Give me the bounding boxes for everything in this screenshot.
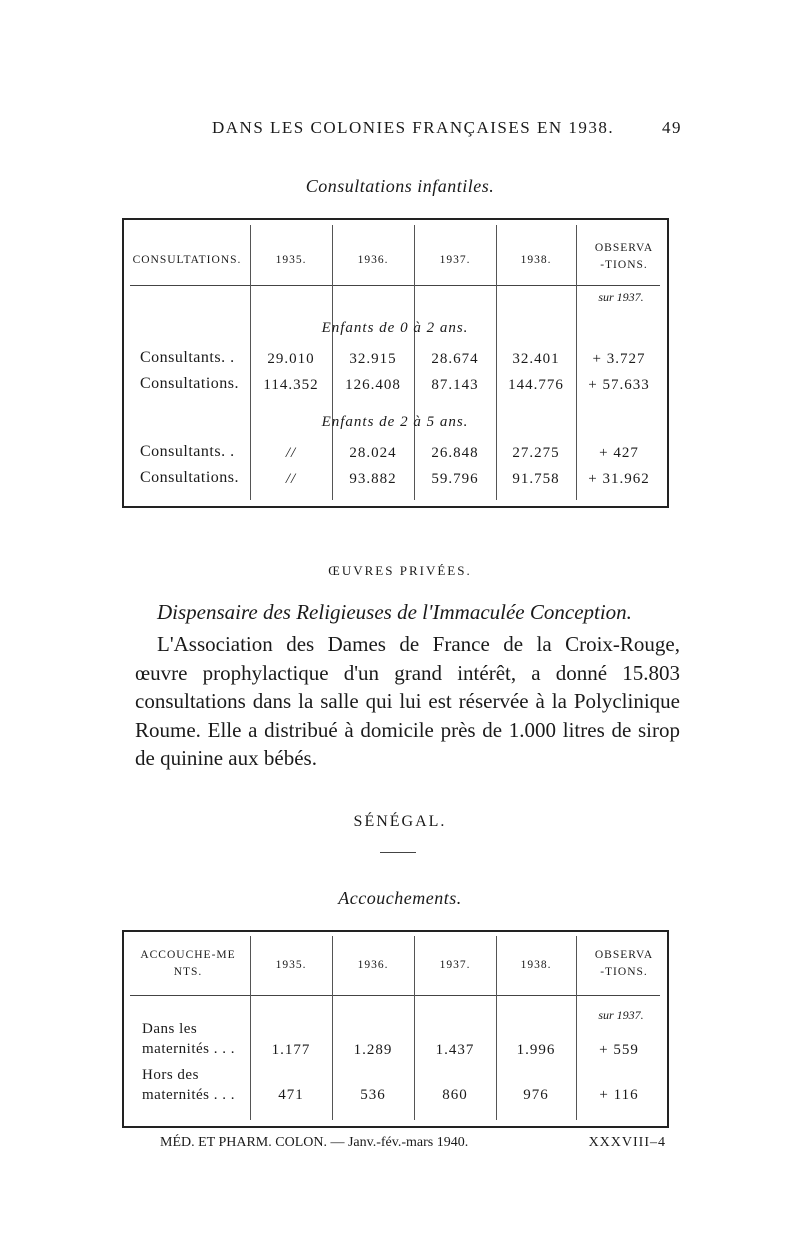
- table1-caption: Consultations infantiles.: [305, 176, 495, 196]
- table1-cell: + 57.633: [588, 377, 650, 393]
- table2-col-header: 1936.: [357, 959, 389, 971]
- table1-group-title: Enfants de 0 à 2 ans.: [321, 320, 469, 336]
- table1-cell: 91.758: [512, 471, 560, 487]
- footer-journal: MÉD. ET PHARM. COLON. — Janv.-fév.-mars 1940.: [160, 1135, 469, 1150]
- paragraph-association: L'Association des Dames de France de la Croix-Rouge, œuvre prophylactique d'un grand intérêt, a donné 15.803 consultations dans la salle qui lui est réservée à la Polyclinique Roume. Elle a distribué à domicile près de 1.000 litres de sirop de quinine aux bébés.: [135, 632, 680, 770]
- table2-col-header: 1938.: [520, 959, 552, 971]
- table2-cell: 976: [523, 1087, 549, 1103]
- table1-col-header: 1937.: [439, 254, 471, 266]
- table1-cell: 144.776: [508, 377, 564, 393]
- table1-cell: 28.674: [431, 351, 479, 367]
- table1-col-header: 1936.: [357, 254, 389, 266]
- footer-signature: XXXVIII–4: [588, 1135, 666, 1150]
- table1-col-header: CONSULTATIONS.: [132, 254, 242, 266]
- table2-header-rule: [130, 995, 660, 996]
- table1-row-label: Consultants. .: [140, 443, 235, 460]
- table2-cell: 1.177: [271, 1042, 311, 1058]
- table1-row-label: Consultations.: [140, 375, 240, 392]
- paragraph-dispensaire: Dispensaire des Religieuses de l'Immaculée Conception.: [157, 600, 632, 624]
- table2-row-label: Hors des maternités . . .: [142, 1067, 235, 1103]
- table1-row-label: Consultations.: [140, 469, 240, 486]
- table1-cell: 59.796: [431, 471, 479, 487]
- table2-col-header: 1935.: [275, 959, 307, 971]
- table1-col-header: 1935.: [275, 254, 307, 266]
- table1-cell: 32.915: [349, 351, 397, 367]
- section-divider: [380, 852, 416, 853]
- section-heading-senegal: SÉNÉGAL.: [353, 813, 447, 830]
- table1-cell: 114.352: [263, 377, 319, 393]
- table1-row-label: Consultants. .: [140, 349, 235, 366]
- running-title: DANS LES COLONIES FRANÇAISES EN 1938.: [212, 118, 615, 137]
- table1-top-border: [122, 218, 668, 220]
- table1-obs-note: sur 1937.: [598, 290, 644, 304]
- table1-cell: + 31.962: [588, 471, 650, 487]
- table1-cell: 87.143: [431, 377, 479, 393]
- table1-cell: //: [285, 445, 297, 461]
- table1-cell: 93.882: [349, 471, 397, 487]
- table2-cell: 1.289: [353, 1042, 393, 1058]
- table1-cell: 32.401: [512, 351, 560, 367]
- table2-cell: + 116: [599, 1087, 639, 1103]
- table2-col-header: OBSERVA-TIONS.: [594, 949, 654, 978]
- table2-row-label: Dans les maternités . . .: [142, 1021, 235, 1057]
- table1-bottom-border: [122, 506, 669, 508]
- table2-left-border: [122, 930, 124, 1128]
- table1-col-header: 1938.: [520, 254, 552, 266]
- table2-caption: Accouchements.: [338, 888, 462, 908]
- table2-col-header: ACCOUCHE-MENTS.: [140, 949, 236, 978]
- table1-cell: + 3.727: [592, 351, 646, 367]
- table2-cell: 860: [442, 1087, 468, 1103]
- table2-top-border: [122, 930, 668, 932]
- table2-cell: 1.437: [435, 1042, 475, 1058]
- table1-cell: 26.848: [431, 445, 479, 461]
- table1-cell: 126.408: [345, 377, 401, 393]
- table1-cell: //: [285, 471, 297, 487]
- table2-right-border: [667, 930, 669, 1128]
- table1-group-title: Enfants de 2 à 5 ans.: [321, 414, 469, 430]
- section-heading-oeuvres: ŒUVRES PRIVÉES.: [328, 563, 472, 578]
- table1-cell: 28.024: [349, 445, 397, 461]
- table2-obs-note: sur 1937.: [598, 1008, 644, 1022]
- table2-col-header: 1937.: [439, 959, 471, 971]
- page-number: 49: [662, 118, 682, 137]
- table1-cell: 27.275: [512, 445, 560, 461]
- table1-col-header: OBSERVA-TIONS.: [594, 242, 654, 271]
- table1-header-rule: [130, 285, 660, 286]
- table2-bottom-border: [122, 1126, 669, 1128]
- table2-cell: 536: [360, 1087, 386, 1103]
- table2-cell: + 559: [599, 1042, 639, 1058]
- table2-cell: 471: [278, 1087, 304, 1103]
- table2-cell: 1.996: [516, 1042, 556, 1058]
- table1-right-border: [667, 218, 669, 508]
- table1-cell: 29.010: [267, 351, 315, 367]
- table1-cell: + 427: [599, 445, 639, 461]
